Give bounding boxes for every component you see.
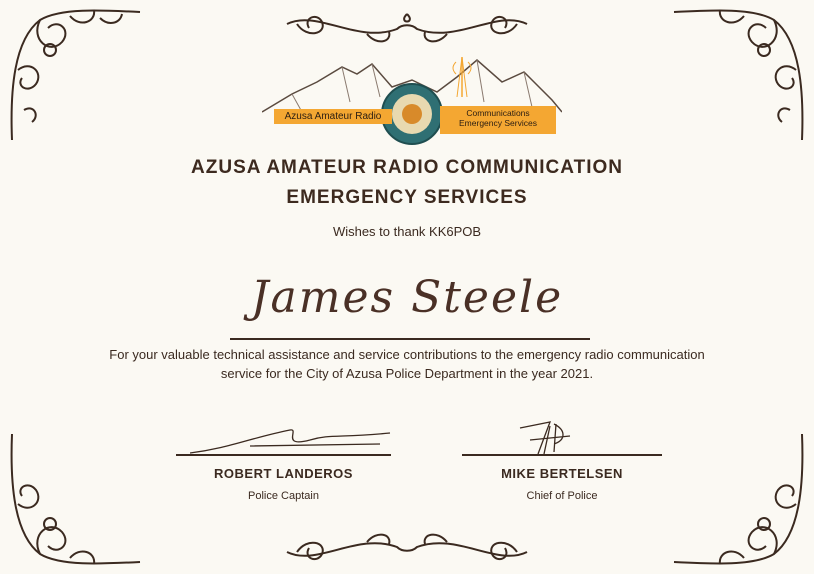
logo-left-label: Azusa Amateur Radio bbox=[274, 109, 392, 124]
certificate-title-line1: AZUSA AMATEUR RADIO COMMUNICATION bbox=[191, 157, 623, 178]
recipient-underline bbox=[230, 338, 590, 340]
signer-role-right: Chief of Police bbox=[526, 490, 598, 502]
organization-logo bbox=[262, 52, 562, 152]
corner-ornament-bottom-right bbox=[664, 424, 814, 574]
recipient-name: James Steele bbox=[250, 272, 564, 323]
signer-name-right: MIKE BERTELSEN bbox=[501, 466, 623, 481]
top-flourish bbox=[277, 4, 537, 54]
logo-right-label: Communications Emergency Services bbox=[440, 106, 556, 134]
signature-line-right bbox=[462, 454, 662, 456]
signature-scribble-left bbox=[190, 418, 400, 458]
corner-ornament-top-right bbox=[664, 0, 814, 150]
thanks-line: Wishes to thank KK6POB bbox=[332, 224, 482, 239]
mountain-illustration bbox=[262, 52, 562, 152]
signature-scribble-right bbox=[510, 418, 580, 458]
signer-role-left: Police Captain bbox=[248, 490, 319, 502]
bottom-flourish bbox=[277, 522, 537, 572]
corner-ornament-bottom-left bbox=[0, 424, 150, 574]
signer-name-left: ROBERT LANDEROS bbox=[214, 466, 353, 481]
signature-line-left bbox=[176, 454, 391, 456]
certificate-title-line2: EMERGENCY SERVICES bbox=[286, 187, 528, 208]
corner-ornament-top-left bbox=[0, 0, 150, 150]
certificate-body: For your valuable technical assistance and service contributions to the emergency radio communication service for the City of Azusa Police Department in the year 2021. bbox=[109, 347, 705, 381]
